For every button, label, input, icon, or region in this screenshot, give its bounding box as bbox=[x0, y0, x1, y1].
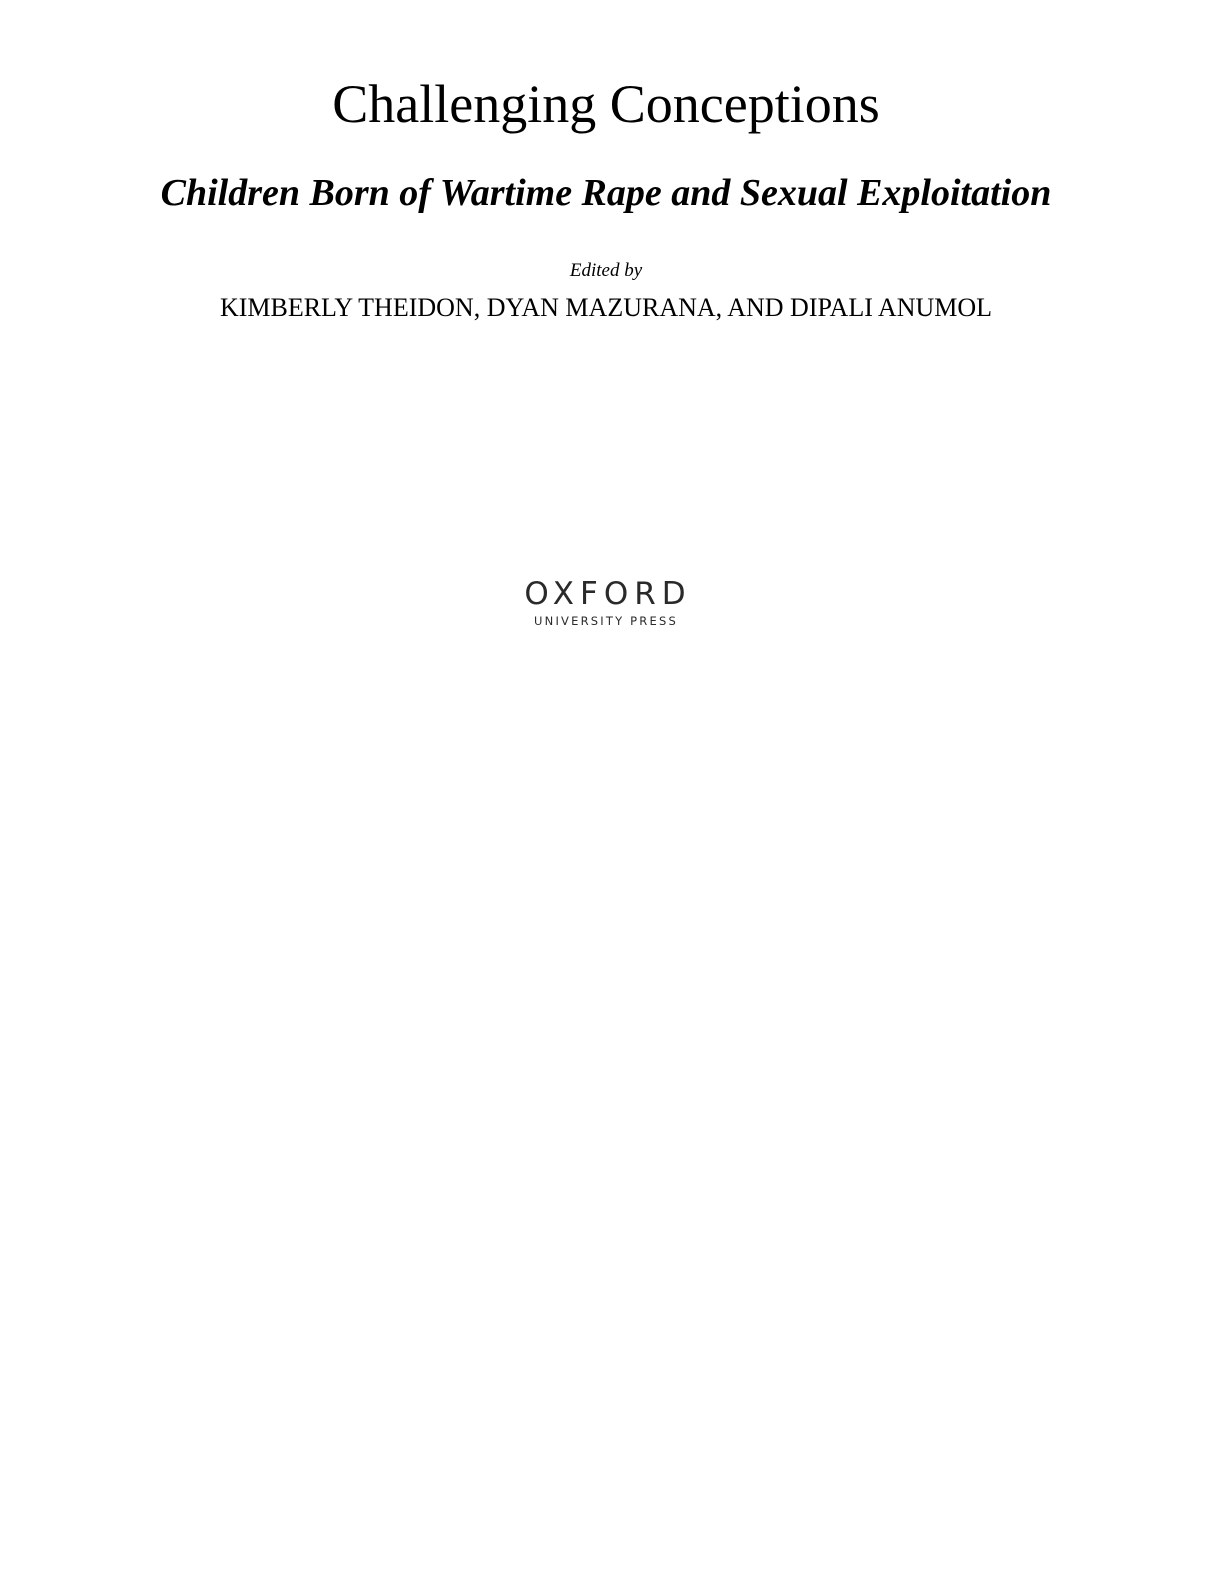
publisher-logo-wordmark: OXFORD bbox=[524, 576, 692, 612]
book-subtitle: Children Born of Wartime Rape and Sexual Exploitation bbox=[160, 172, 1052, 214]
editors-names: KIMBERLY THEIDON, DYAN MAZURANA, AND DIPALI ANUMOL bbox=[219, 293, 993, 322]
edited-by-label: Edited by bbox=[569, 260, 643, 281]
book-title: Challenging Conceptions bbox=[332, 74, 880, 134]
publisher-logo-subline: UNIVERSITY PRESS bbox=[534, 614, 678, 628]
publisher-logo bbox=[506, 576, 706, 632]
